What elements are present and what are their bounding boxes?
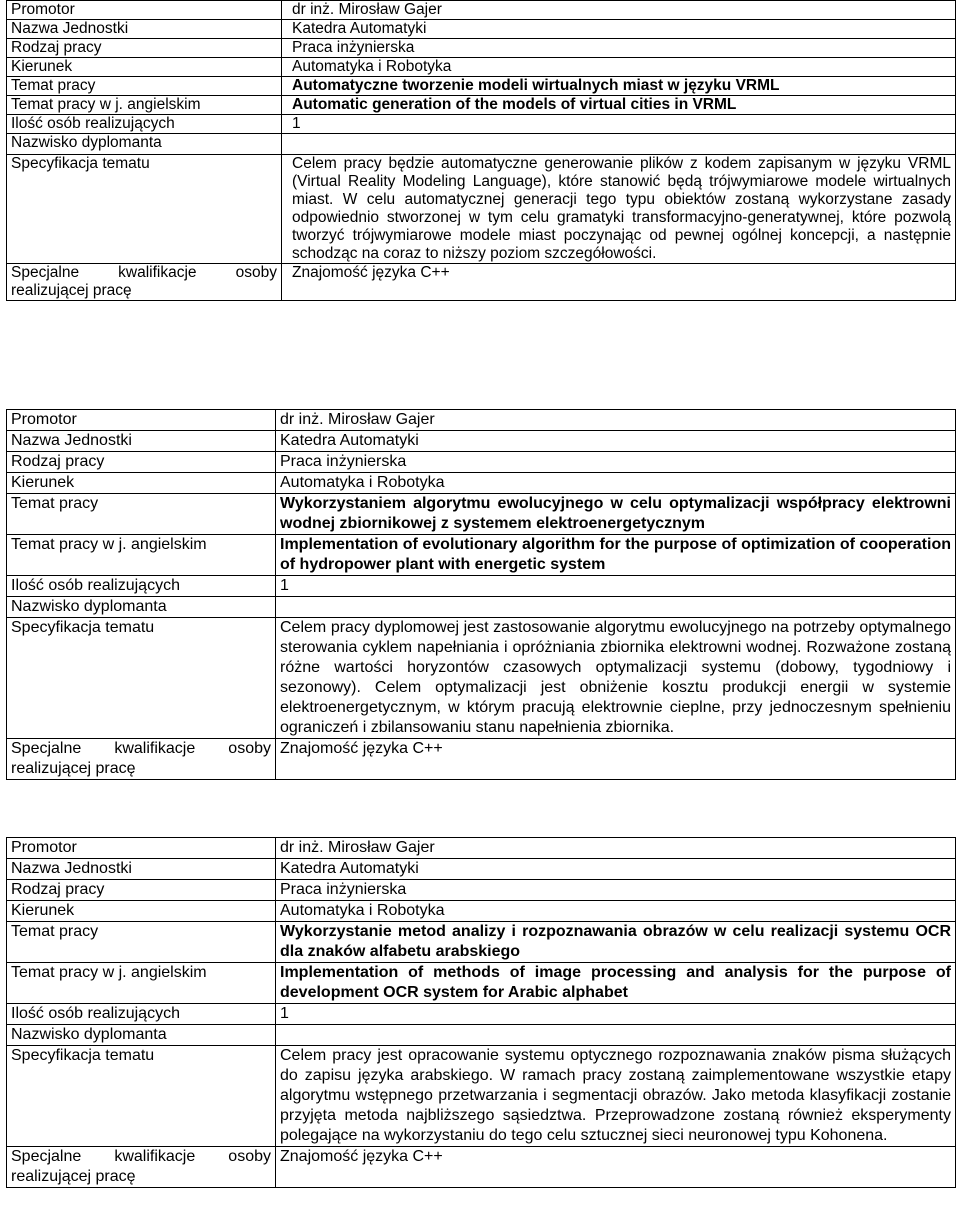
- value-topic-en: Automatic generation of the models of virtual cities in VRML: [282, 96, 956, 115]
- row-quals: [7, 739, 956, 780]
- row-work-type: [7, 39, 956, 58]
- row-quals: [7, 1147, 956, 1188]
- value-student: [276, 1025, 956, 1046]
- label-work-type: Rodzaj pracy: [7, 880, 276, 901]
- value-count: 1: [276, 1004, 956, 1025]
- label-direction: Kierunek: [7, 473, 276, 494]
- value-unit: Katedra Automatyki: [282, 20, 956, 39]
- label-quals: [7, 739, 276, 780]
- value-student: [282, 134, 956, 155]
- row-student: [7, 597, 956, 618]
- value-unit: Katedra Automatyki: [276, 431, 956, 452]
- label-count: Ilość osób realizujących: [7, 115, 282, 134]
- value-topic: Wykorzystanie metod analizy i rozpoznawania obrazów w celu realizacji systemu OCR dla znaków alfabetu arabskiego: [276, 922, 956, 963]
- label-quals-word1: Specjalne: [11, 740, 82, 757]
- row-quals: [7, 264, 956, 301]
- row-work-type: [7, 880, 956, 901]
- label-spec: Specyfikacja tematu: [7, 1046, 276, 1147]
- label-quals-word3: osoby: [228, 740, 271, 757]
- label-promotor: Promotor: [7, 410, 276, 431]
- row-count: [7, 115, 956, 134]
- value-promotor: dr inż. Mirosław Gajer: [282, 1, 956, 20]
- label-spec: Specyfikacja tematu: [7, 618, 276, 739]
- label-direction: Kierunek: [7, 58, 282, 77]
- label-unit: Nazwa Jednostki: [7, 859, 276, 880]
- row-topic: [7, 922, 956, 963]
- row-count: [7, 1004, 956, 1025]
- label-quals-line2: realizującej pracę: [11, 760, 136, 777]
- label-unit: Nazwa Jednostki: [7, 431, 276, 452]
- row-direction: [7, 901, 956, 922]
- value-work-type: Praca inżynierska: [276, 452, 956, 473]
- label-quals-line2: realizującej pracę: [11, 282, 132, 299]
- row-unit: [7, 431, 956, 452]
- value-promotor: dr inż. Mirosław Gajer: [276, 838, 956, 859]
- label-quals-line1: [11, 264, 277, 282]
- row-promotor: [7, 838, 956, 859]
- row-topic: [7, 77, 956, 96]
- label-quals: [7, 1147, 276, 1188]
- label-quals: [7, 264, 282, 301]
- value-promotor: dr inż. Mirosław Gajer: [276, 410, 956, 431]
- row-spec: [7, 618, 956, 739]
- value-quals: Znajomość języka C++: [282, 264, 956, 301]
- row-topic-en: [7, 535, 956, 576]
- label-student: Nazwisko dyplomanta: [7, 1025, 276, 1046]
- value-quals: Znajomość języka C++: [276, 1147, 956, 1188]
- label-quals-word1: Specjalne: [11, 264, 80, 281]
- label-topic: Temat pracy: [7, 77, 282, 96]
- label-quals-line2: realizującej pracę: [11, 1168, 136, 1185]
- label-direction: Kierunek: [7, 901, 276, 922]
- row-topic: [7, 494, 956, 535]
- value-unit: Katedra Automatyki: [276, 859, 956, 880]
- value-student: [276, 597, 956, 618]
- label-student: Nazwisko dyplomanta: [7, 134, 282, 155]
- row-student: [7, 1025, 956, 1046]
- label-promotor: Promotor: [7, 838, 276, 859]
- label-spec: Specyfikacja tematu: [7, 155, 282, 264]
- label-work-type: Rodzaj pracy: [7, 39, 282, 58]
- row-promotor: [7, 1, 956, 20]
- label-count: Ilość osób realizujących: [7, 1004, 276, 1025]
- row-count: [7, 576, 956, 597]
- label-work-type: Rodzaj pracy: [7, 452, 276, 473]
- value-work-type: Praca inżynierska: [282, 39, 956, 58]
- label-student: Nazwisko dyplomanta: [7, 597, 276, 618]
- value-spec: Celem pracy dyplomowej jest zastosowanie algorytmu ewolucyjnego na potrzeby optymalnego sterowania cyklem napełniania i opróżniania zbiornika elektrowni wodnej. Rozważone zostaną różne wartości horyzontów czasowych optymalizacji systemu (dobowy, tygodniowy i sezonowy). Celem optymalizacji jest obniżenie kosztu produkcji energii w systemie elektroenergetycznym, w którym pracują elektrownie cieplne, przy jednoczesnym spełnieniu ograniczeń i zbilansowaniu stanu napełnienia zbiornika.: [276, 618, 956, 739]
- value-count: 1: [282, 115, 956, 134]
- row-spec: [7, 155, 956, 264]
- value-spec: Celem pracy jest opracowanie systemu optycznego rozpoznawania znaków pisma służących do zapisu języka arabskiego. W ramach pracy zostaną zaimplementowane wszystkie etapy algorytmu wstępnego przetwarzania i segmentacji obrazów. Jako metoda klasyfikacji zostanie przyjęta metoda najbliższego sąsiedztwa. Przeprowadzone zostaną również eksperymenty polegające na wykorzystaniu do tego celu sztucznej sieci neuronowej typu Kohonena.: [276, 1046, 956, 1147]
- thesis-record-3: [6, 837, 956, 1188]
- row-promotor: [7, 410, 956, 431]
- label-quals-word3: osoby: [228, 1148, 271, 1165]
- label-topic-en: Temat pracy w j. angielskim: [7, 96, 282, 115]
- label-quals-line1: [11, 1147, 271, 1167]
- thesis-record-1: [6, 0, 956, 301]
- label-quals-word3: osoby: [235, 264, 277, 281]
- label-topic: Temat pracy: [7, 494, 276, 535]
- row-unit: [7, 20, 956, 39]
- label-quals-word2: kwalifikacje: [118, 264, 197, 281]
- label-promotor: Promotor: [7, 1, 282, 20]
- label-quals-word2: kwalifikacje: [114, 1148, 196, 1165]
- row-topic-en: [7, 96, 956, 115]
- row-topic-en: [7, 963, 956, 1004]
- value-work-type: Praca inżynierska: [276, 880, 956, 901]
- value-direction: Automatyka i Robotyka: [276, 901, 956, 922]
- row-unit: [7, 859, 956, 880]
- row-spec: [7, 1046, 956, 1147]
- value-direction: Automatyka i Robotyka: [276, 473, 956, 494]
- value-count: 1: [276, 576, 956, 597]
- row-direction: [7, 58, 956, 77]
- label-count: Ilość osób realizujących: [7, 576, 276, 597]
- row-direction: [7, 473, 956, 494]
- value-topic-en: Implementation of evolutionary algorithm for the purpose of optimization of cooperation of hydropower plant with energetic system: [276, 535, 956, 576]
- label-quals-line1: [11, 739, 271, 759]
- value-topic: Automatyczne tworzenie modeli wirtualnych miast w języku VRML: [282, 77, 956, 96]
- value-topic-en: Implementation of methods of image processing and analysis for the purpose of development OCR system for Arabic alphabet: [276, 963, 956, 1004]
- label-unit: Nazwa Jednostki: [7, 20, 282, 39]
- label-topic: Temat pracy: [7, 922, 276, 963]
- label-topic-en: Temat pracy w j. angielskim: [7, 535, 276, 576]
- value-direction: Automatyka i Robotyka: [282, 58, 956, 77]
- thesis-record-2: [6, 409, 956, 780]
- row-work-type: [7, 452, 956, 473]
- label-quals-word1: Specjalne: [11, 1148, 82, 1165]
- row-student: [7, 134, 956, 155]
- value-spec: Celem pracy będzie automatyczne generowanie plików z kodem zapisanym w języku VRML (Virtual Reality Modeling Language), które stanowić będą trójwymiarowe modele wirtualnych miast. W celu automatycznej generacji tego typu obiektów zostaną wykorzystane zasady odpowiednio stworzonej w tym celu gramatyki transformacyjno-generatywnej, które pozwolą tworzyć trójwymiarowe modele miast poczynając od pewnej ogólnej koncepcji, a następnie schodząc na coraz to niższy poziom szczegółowości.: [282, 155, 956, 264]
- label-quals-word2: kwalifikacje: [114, 740, 196, 757]
- label-topic-en: Temat pracy w j. angielskim: [7, 963, 276, 1004]
- value-topic: Wykorzystaniem algorytmu ewolucyjnego w celu optymalizacji współpracy elektrowni wodnej zbiornikowej z systemem elektroenergetycznym: [276, 494, 956, 535]
- value-quals: Znajomość języka C++: [276, 739, 956, 780]
